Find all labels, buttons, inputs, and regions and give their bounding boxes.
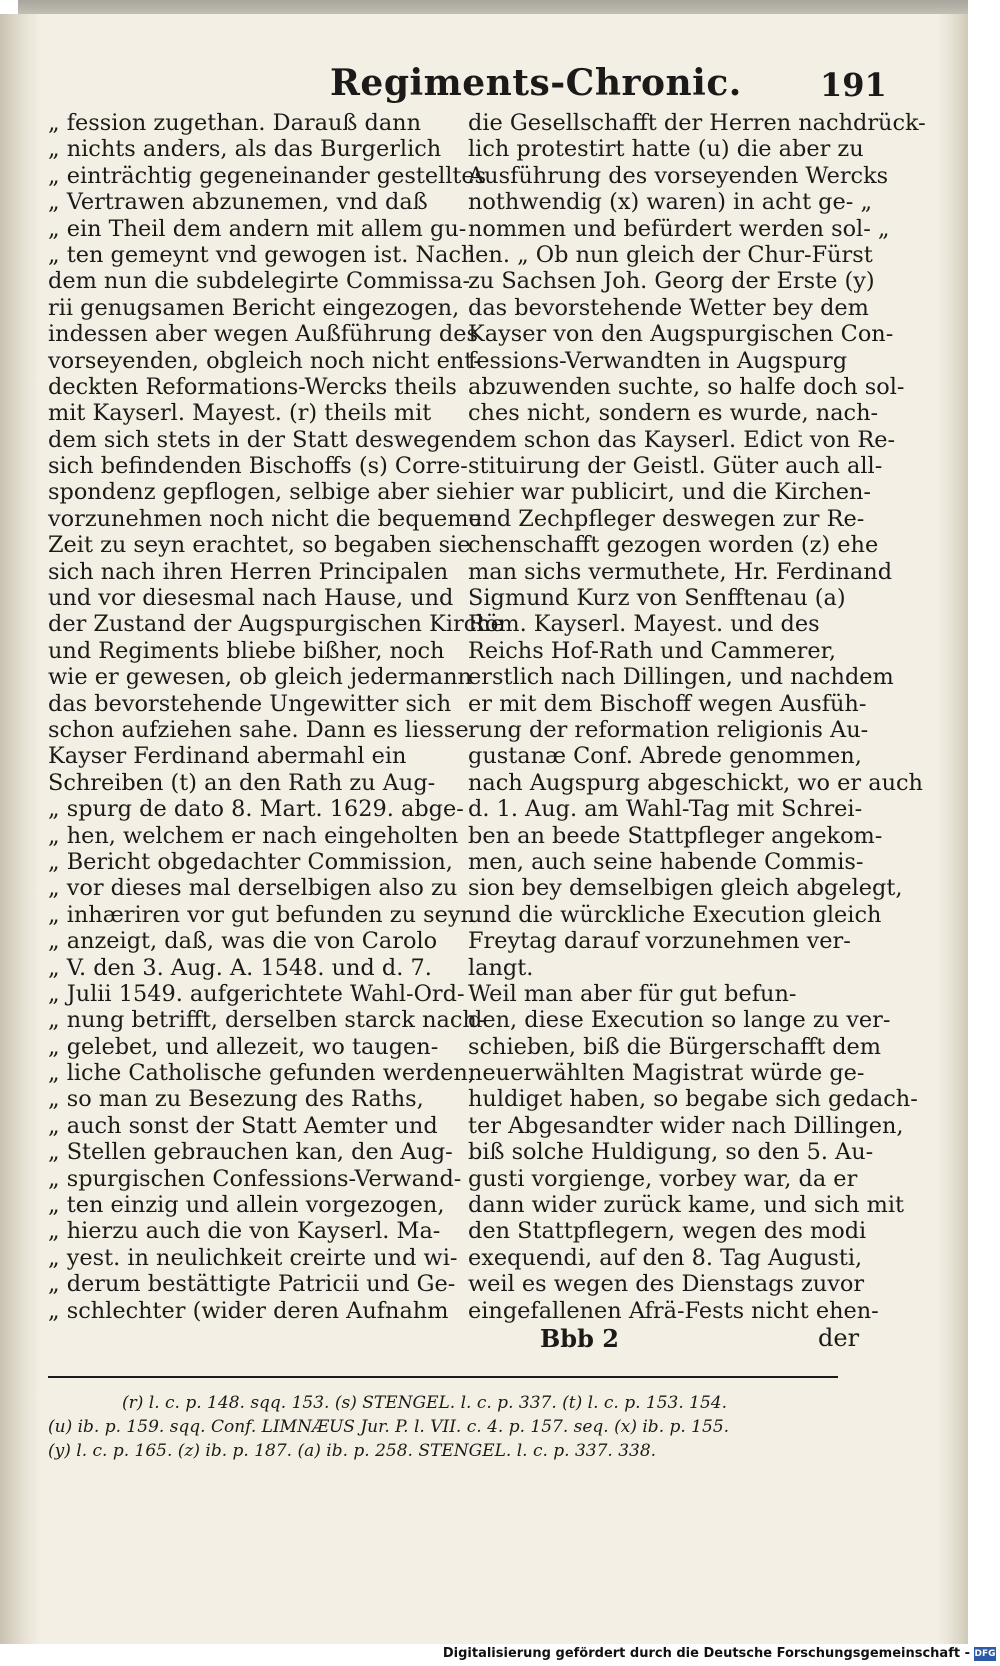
text-line: „ vor dieses mal derselbigen also zu bbox=[48, 875, 458, 902]
text-line: chenschafft gezogen worden (z) ehe bbox=[468, 532, 879, 559]
text-line: „ schlechter (wider deren Aufnahm bbox=[48, 1297, 449, 1324]
text-line: dem nun die subdelegirte Commissa- bbox=[48, 268, 471, 295]
text-line: „ hierzu auch die von Kayserl. Ma- bbox=[48, 1218, 441, 1245]
text-line: „ einträchtig gegeneinander gestelltes bbox=[48, 162, 487, 189]
text-line: und Zechpfleger deswegen zur Re- bbox=[468, 505, 865, 532]
text-line: Weil man aber für gut befun- bbox=[468, 980, 797, 1007]
text-line: rung der reformation religionis Au- bbox=[468, 716, 869, 743]
footnote-line: (r) l. c. p. 148. sqq. 153. (s) STENGEL. l. c. p. 337. (t) l. c. p. 153. 154. bbox=[122, 1393, 728, 1413]
text-line: abzuwenden suchte, so halfe doch sol- bbox=[468, 373, 905, 400]
text-line: huldiget haben, so begabe sich gedach- bbox=[468, 1086, 918, 1113]
text-line: „ fession zugethan. Darauß dann bbox=[48, 110, 422, 136]
text-line: „ Stellen gebrauchen kan, den Aug- bbox=[48, 1139, 453, 1166]
text-line: sich nach ihren Herren Principalen bbox=[48, 558, 449, 585]
text-line: mit Kayserl. Mayest. (r) theils mit bbox=[48, 400, 432, 427]
text-line: „ so man zu Besezung des Raths, bbox=[48, 1086, 424, 1113]
credit-bar bbox=[0, 1644, 1000, 1666]
text-line: „ nung betrifft, derselben starck nach- bbox=[48, 1007, 485, 1034]
text-line: „ derum bestättigte Patricii und Ge- bbox=[48, 1271, 456, 1298]
text-line: vorzunehmen noch nicht die bequeme bbox=[48, 505, 482, 532]
text-line: und Regiments bliebe bißher, noch bbox=[48, 637, 445, 664]
text-line: „ spurgischen Confessions-Verwand- bbox=[48, 1165, 462, 1192]
text-line: und vor diesesmal nach Hause, und bbox=[48, 585, 454, 612]
text-line: Reichs Hof-Rath und Cammerer, bbox=[468, 637, 836, 664]
text-line: Röm. Kayserl. Mayest. und des bbox=[468, 611, 820, 638]
right-text-column bbox=[468, 110, 926, 1324]
dfg-logo: DFG bbox=[974, 1649, 996, 1659]
text-line: und die würckliche Execution gleich bbox=[468, 901, 882, 928]
text-line: men, auch seine habende Commis- bbox=[468, 848, 864, 875]
text-line: spondenz gepflogen, selbige aber sie bbox=[48, 479, 468, 506]
text-line: ches nicht, sondern es wurde, nach- bbox=[468, 400, 879, 427]
text-line: vorseyenden, obgleich noch nicht ent- bbox=[48, 347, 481, 374]
text-line: er mit dem Bischoff wegen Ausfüh- bbox=[468, 690, 867, 717]
footnote-line: (y) l. c. p. 165. (z) ib. p. 187. (a) ib. p. 258. STENGEL. l. c. p. 337. 338. bbox=[48, 1441, 657, 1461]
page-header bbox=[0, 62, 968, 112]
text-line: gustanæ Conf. Abrede genommen, bbox=[468, 743, 862, 770]
text-line: „ Vertrawen abzunemen, vnd daß bbox=[48, 189, 428, 216]
text-line: Kayser von den Augspurgischen Con- bbox=[468, 321, 894, 348]
text-line: „ spurg de dato 8. Mart. 1629. abge- bbox=[48, 796, 464, 823]
text-line: „ auch sonst der Statt Aemter und bbox=[48, 1112, 438, 1139]
text-line: Kayser Ferdinand abermahl ein bbox=[48, 743, 407, 770]
text-line: exequendi, auf den 8. Tag Augusti, bbox=[468, 1244, 863, 1271]
text-line: ter Abgesandter wider nach Dillingen, bbox=[468, 1112, 904, 1139]
text-line: eingefallenen Afrä-Fests nicht ehen- bbox=[468, 1297, 879, 1324]
text-line: „ anzeigt, daß, was die von Carolo bbox=[48, 928, 438, 955]
text-line: schieben, biß die Bürgerschafft dem bbox=[468, 1033, 882, 1060]
text-line: die Gesellschafft der Herren nachdrück- bbox=[468, 110, 926, 136]
text-line: hier war publicirt, und die Kirchen- bbox=[468, 479, 871, 506]
text-line: dann wider zurück kame, und sich mit bbox=[468, 1192, 904, 1219]
text-line: „ yest. in neulichkeit creirte und wi- bbox=[48, 1244, 458, 1271]
text-line: Sigmund Kurz von Senfftenau (a) bbox=[468, 585, 846, 612]
text-line: „ hen, welchem er nach eingeholten bbox=[48, 822, 459, 849]
text-line: „ gelebet, und allezeit, wo taugen- bbox=[48, 1033, 439, 1060]
page-edge-shadow bbox=[938, 14, 968, 1644]
catchword: der bbox=[818, 1324, 860, 1352]
text-line: „ ein Theil dem andern mit allem gu- bbox=[48, 215, 467, 242]
text-line: „ liche Catholische gefunden werden, bbox=[48, 1060, 475, 1087]
text-line: sich befindenden Bischoffs (s) Corre- bbox=[48, 453, 468, 480]
text-line: das bevorstehende Ungewitter sich bbox=[48, 690, 452, 717]
text-line: dem sich stets in der Statt deswegen bbox=[48, 426, 469, 453]
running-title: Regiments-Chronic. bbox=[330, 62, 742, 104]
page-gutter-shadow bbox=[0, 14, 40, 1644]
footnote-rule bbox=[48, 1376, 838, 1378]
text-line: Ausführung des vorseyenden Wercks bbox=[468, 162, 889, 189]
text-line: Zeit zu seyn erachtet, so begaben sie bbox=[48, 532, 471, 559]
text-line: erstlich nach Dillingen, und nachdem bbox=[468, 664, 894, 691]
text-line: lich protestirt hatte (u) die aber zu bbox=[468, 136, 864, 163]
text-line: sion bey demselbigen gleich abgelegt, bbox=[468, 875, 903, 902]
text-line: d. 1. Aug. am Wahl-Tag mit Schrei- bbox=[468, 796, 863, 823]
text-line: den Stattpflegern, wegen des modi bbox=[468, 1218, 867, 1245]
signature-mark: Bbb 2 bbox=[540, 1324, 619, 1353]
text-line: Freytag darauf vorzunehmen ver- bbox=[468, 928, 851, 955]
text-line: stituirung der Geistl. Güter auch all- bbox=[468, 453, 883, 480]
book-page bbox=[0, 14, 968, 1644]
text-line: len. „ Ob nun gleich der Chur-Fürst bbox=[468, 241, 873, 268]
text-line: neuerwählten Magistrat würde ge- bbox=[468, 1060, 865, 1087]
text-line: deckten Reformations-Wercks theils bbox=[48, 373, 457, 400]
text-line: weil es wegen des Dienstags zuvor bbox=[468, 1271, 865, 1298]
text-line: „ ten gemeynt vnd gewogen ist. Nach bbox=[48, 241, 476, 268]
text-line: wie er gewesen, ob gleich jedermann bbox=[48, 664, 472, 691]
text-line: das bevorstehende Wetter bey dem bbox=[468, 294, 869, 321]
text-line: den, diese Execution so lange zu ver- bbox=[468, 1007, 891, 1034]
text-line: rii genugsamen Bericht eingezogen, bbox=[48, 294, 460, 321]
text-line: biß solche Huldigung, so den 5. Au- bbox=[468, 1139, 874, 1166]
page-number: 191 bbox=[820, 66, 887, 104]
text-line: indessen aber wegen Außführung des bbox=[48, 321, 478, 348]
text-line: „ Julii 1549. aufgerichtete Wahl-Ord- bbox=[48, 980, 465, 1007]
text-line: ben an beede Stattpfleger angekom- bbox=[468, 822, 883, 849]
text-line: nommen und befürdert werden sol- „ bbox=[468, 215, 890, 242]
text-line: „ inhæriren vor gut befunden zu seyn bbox=[48, 901, 475, 928]
text-line: nothwendig (x) waren) in acht ge- „ bbox=[468, 189, 873, 216]
text-line: schon aufziehen sahe. Dann es liesse bbox=[48, 716, 469, 743]
footnote-line: (u) ib. p. 159. sqq. Conf. LIMNÆUS Jur. P. l. VII. c. 4. p. 157. seq. (x) ib. p. 155. bbox=[48, 1417, 730, 1437]
text-line: Schreiben (t) an den Rath zu Aug- bbox=[48, 769, 436, 796]
text-line: „ ten einzig und allein vorgezogen, bbox=[48, 1192, 445, 1219]
text-line: man sichs vermuthete, Hr. Ferdinand bbox=[468, 558, 893, 585]
text-line: der Zustand der Augspurgischen Kirche bbox=[48, 611, 504, 638]
text-line: dem schon das Kayserl. Edict von Re- bbox=[468, 426, 896, 453]
text-line: gusti vorgienge, vorbey war, da er bbox=[468, 1165, 858, 1192]
text-line: nach Augspurg abgeschickt, wo er auch bbox=[468, 769, 923, 796]
footnotes bbox=[48, 1392, 898, 1464]
text-line: „ Bericht obgedachter Commission, bbox=[48, 848, 453, 875]
text-line: langt. bbox=[468, 954, 534, 981]
text-line: „ nichts anders, als das Burgerlich bbox=[48, 136, 442, 163]
text-line: „ V. den 3. Aug. A. 1548. und d. 7. bbox=[48, 954, 432, 981]
credit-text: Digitalisierung gefördert durch die Deutsche Forschungsgemeinschaft - bbox=[442, 1646, 970, 1661]
text-line: zu Sachsen Joh. Georg der Erste (y) bbox=[468, 268, 875, 295]
text-line: fessions-Verwandten in Augspurg bbox=[468, 347, 848, 374]
